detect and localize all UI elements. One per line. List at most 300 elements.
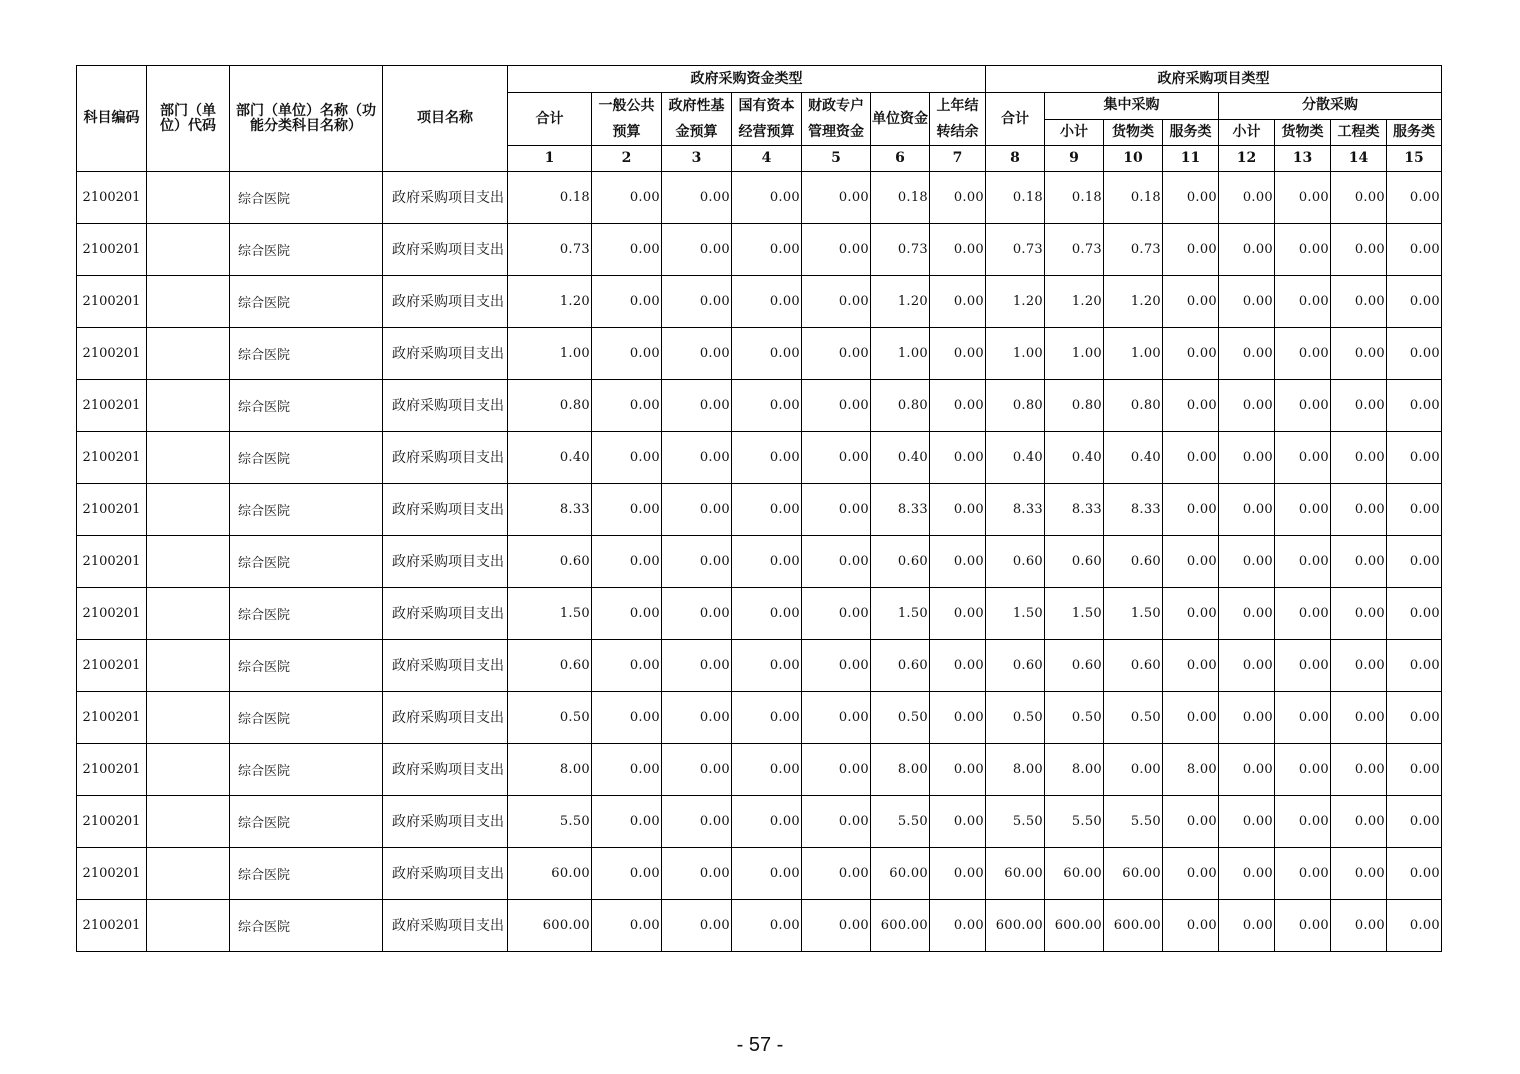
value-cell: 0.40 — [1045, 432, 1104, 484]
column-number: 10 — [1104, 146, 1163, 172]
column-number: 15 — [1387, 146, 1442, 172]
table-header — [77, 66, 1442, 172]
value-cell: 0.60 — [986, 536, 1045, 588]
column-number: 13 — [1275, 146, 1331, 172]
value-cell: 0.00 — [1387, 172, 1442, 224]
value-cell: 0.80 — [1045, 380, 1104, 432]
value-cell: 0.00 — [1331, 588, 1387, 640]
value-cell: 8.00 — [1163, 744, 1219, 796]
value-cell: 0.00 — [930, 328, 986, 380]
value-cell: 0.00 — [802, 744, 871, 796]
value-cell: 0.00 — [1219, 380, 1275, 432]
value-cell: 0.00 — [592, 744, 662, 796]
value-cell: 0.00 — [662, 484, 732, 536]
value-cell: 0.00 — [1219, 328, 1275, 380]
value-cell: 0.40 — [986, 432, 1045, 484]
dept-code-cell — [147, 276, 230, 328]
value-cell: 0.00 — [1387, 692, 1442, 744]
project-name-text: 政府采购项目支出 — [392, 397, 504, 414]
dept-code-cell — [147, 588, 230, 640]
value-cell: 0.00 — [662, 172, 732, 224]
header-c-goods: 货物类 — [1104, 119, 1163, 146]
project-name-text: 政府采购项目支出 — [392, 917, 504, 934]
value-cell: 0.00 — [1219, 172, 1275, 224]
header-d-services: 服务类 — [1387, 119, 1442, 146]
value-cell: 0.00 — [592, 432, 662, 484]
dept-code-cell — [147, 848, 230, 900]
value-cell: 0.00 — [592, 172, 662, 224]
page-number: - 57 - — [736, 1034, 784, 1056]
value-cell: 0.00 — [1387, 380, 1442, 432]
dept-code-cell — [147, 484, 230, 536]
value-cell: 600.00 — [508, 900, 592, 952]
value-cell: 0.00 — [930, 484, 986, 536]
value-cell: 0.00 — [1387, 744, 1442, 796]
value-cell: 0.00 — [1387, 432, 1442, 484]
value-cell: 0.40 — [871, 432, 930, 484]
project-name-cell — [383, 744, 508, 796]
value-cell: 0.00 — [1163, 796, 1219, 848]
value-cell: 0.00 — [1275, 380, 1331, 432]
value-cell: 0.60 — [508, 640, 592, 692]
value-cell: 0.00 — [930, 900, 986, 952]
value-cell: 1.50 — [1104, 588, 1163, 640]
value-cell: 0.00 — [1387, 484, 1442, 536]
value-cell: 0.00 — [802, 796, 871, 848]
header-carryover: 上年结转结余 — [930, 93, 986, 146]
value-cell: 1.00 — [1104, 328, 1163, 380]
dept-name-cell: 综合医院 — [230, 640, 383, 692]
header-general-budget: 一般公共预算 — [592, 93, 662, 146]
value-cell: 60.00 — [986, 848, 1045, 900]
column-number: 11 — [1163, 146, 1219, 172]
value-cell: 60.00 — [871, 848, 930, 900]
value-cell: 0.73 — [1045, 224, 1104, 276]
value-cell: 0.18 — [508, 172, 592, 224]
column-number: 4 — [732, 146, 802, 172]
column-number: 2 — [592, 146, 662, 172]
project-name-cell — [383, 328, 508, 380]
value-cell: 0.00 — [1219, 744, 1275, 796]
value-cell: 0.00 — [662, 640, 732, 692]
table-row — [77, 692, 1442, 744]
value-cell: 0.00 — [1331, 848, 1387, 900]
value-cell: 0.00 — [662, 588, 732, 640]
dept-name-cell: 综合医院 — [230, 380, 383, 432]
value-cell: 5.50 — [1045, 796, 1104, 848]
value-cell: 0.00 — [592, 588, 662, 640]
project-name-text: 政府采购项目支出 — [392, 293, 504, 310]
value-cell: 8.33 — [871, 484, 930, 536]
value-cell: 0.00 — [1163, 432, 1219, 484]
value-cell: 0.60 — [1104, 640, 1163, 692]
project-name-cell — [383, 900, 508, 952]
value-cell: 0.73 — [508, 224, 592, 276]
dept-name-cell: 综合医院 — [230, 900, 383, 952]
header-project-name: 项目名称 — [383, 66, 508, 172]
value-cell: 0.00 — [1219, 796, 1275, 848]
value-cell: 0.00 — [1275, 900, 1331, 952]
value-cell: 600.00 — [1104, 900, 1163, 952]
value-cell: 0.00 — [930, 796, 986, 848]
value-cell: 0.00 — [592, 692, 662, 744]
value-cell: 0.00 — [1331, 328, 1387, 380]
value-cell: 0.00 — [1331, 796, 1387, 848]
value-cell: 0.80 — [871, 380, 930, 432]
value-cell: 0.00 — [930, 744, 986, 796]
dept-name-cell: 综合医院 — [230, 692, 383, 744]
value-cell: 1.50 — [986, 588, 1045, 640]
value-cell: 0.00 — [1275, 848, 1331, 900]
value-cell: 0.00 — [1163, 380, 1219, 432]
value-cell: 60.00 — [508, 848, 592, 900]
subject-code-cell: 2100201 — [77, 900, 147, 952]
value-cell: 5.50 — [508, 796, 592, 848]
subject-code-cell: 2100201 — [77, 796, 147, 848]
value-cell: 0.00 — [930, 692, 986, 744]
value-cell: 0.00 — [1387, 536, 1442, 588]
value-cell: 0.00 — [1387, 328, 1442, 380]
table-row — [77, 848, 1442, 900]
header-decentralized: 分散采购 — [1219, 93, 1442, 120]
value-cell: 0.00 — [930, 276, 986, 328]
value-cell: 0.00 — [1275, 276, 1331, 328]
value-cell: 1.20 — [508, 276, 592, 328]
subject-code-cell: 2100201 — [77, 328, 147, 380]
value-cell: 0.00 — [1387, 900, 1442, 952]
project-name-cell — [383, 276, 508, 328]
value-cell: 0.50 — [986, 692, 1045, 744]
dept-name-cell: 综合医院 — [230, 276, 383, 328]
value-cell: 8.33 — [1104, 484, 1163, 536]
subject-code-cell: 2100201 — [77, 380, 147, 432]
value-cell: 0.00 — [662, 380, 732, 432]
value-cell: 0.00 — [1275, 640, 1331, 692]
value-cell: 0.00 — [592, 380, 662, 432]
header-dept-name: 部门（单位）名称（功能分类科目名称） — [230, 66, 383, 172]
project-name-cell — [383, 536, 508, 588]
table-row — [77, 744, 1442, 796]
header-unit-fund: 单位资金 — [871, 93, 930, 146]
dept-name-cell: 综合医院 — [230, 484, 383, 536]
value-cell: 0.00 — [802, 328, 871, 380]
value-cell: 0.40 — [508, 432, 592, 484]
dept-name-cell: 综合医院 — [230, 432, 383, 484]
project-name-text: 政府采购项目支出 — [392, 553, 504, 570]
value-cell: 600.00 — [1045, 900, 1104, 952]
dept-code-cell — [147, 640, 230, 692]
value-cell: 0.00 — [1331, 692, 1387, 744]
project-name-text: 政府采购项目支出 — [392, 449, 504, 466]
value-cell: 0.00 — [1219, 848, 1275, 900]
project-name-text: 政府采购项目支出 — [392, 501, 504, 518]
value-cell: 0.00 — [732, 692, 802, 744]
value-cell: 0.60 — [871, 536, 930, 588]
value-cell: 0.60 — [1045, 536, 1104, 588]
value-cell: 0.00 — [592, 796, 662, 848]
value-cell: 0.00 — [1163, 900, 1219, 952]
value-cell: 0.00 — [732, 536, 802, 588]
value-cell: 0.00 — [662, 224, 732, 276]
table-row — [77, 276, 1442, 328]
dept-code-cell — [147, 796, 230, 848]
project-name-text: 政府采购项目支出 — [392, 709, 504, 726]
value-cell: 0.00 — [732, 588, 802, 640]
value-cell: 0.00 — [592, 536, 662, 588]
value-cell: 0.00 — [802, 640, 871, 692]
dept-code-cell — [147, 536, 230, 588]
project-name-text: 政府采购项目支出 — [392, 345, 504, 362]
value-cell: 60.00 — [1104, 848, 1163, 900]
dept-name-cell: 综合医院 — [230, 744, 383, 796]
project-name-text: 政府采购项目支出 — [392, 865, 504, 882]
value-cell: 0.18 — [1045, 172, 1104, 224]
value-cell: 0.18 — [986, 172, 1045, 224]
value-cell: 0.00 — [1275, 432, 1331, 484]
project-name-cell — [383, 848, 508, 900]
subject-code-cell: 2100201 — [77, 744, 147, 796]
dept-name-cell: 综合医院 — [230, 224, 383, 276]
value-cell: 0.00 — [1163, 172, 1219, 224]
dept-code-cell — [147, 900, 230, 952]
value-cell: 0.00 — [1275, 328, 1331, 380]
subject-code-cell: 2100201 — [77, 432, 147, 484]
value-cell: 0.00 — [1163, 328, 1219, 380]
dept-code-cell — [147, 432, 230, 484]
project-name-cell — [383, 640, 508, 692]
column-number: 5 — [802, 146, 871, 172]
value-cell: 0.00 — [592, 484, 662, 536]
header-gov-fund-budget: 政府性基金预算 — [662, 93, 732, 146]
value-cell: 0.00 — [802, 848, 871, 900]
subject-code-cell: 2100201 — [77, 640, 147, 692]
value-cell: 0.00 — [802, 380, 871, 432]
value-cell: 0.00 — [662, 328, 732, 380]
value-cell: 0.00 — [592, 848, 662, 900]
value-cell: 0.50 — [871, 692, 930, 744]
table-row — [77, 380, 1442, 432]
table-row — [77, 900, 1442, 952]
value-cell: 0.00 — [1387, 276, 1442, 328]
project-name-text: 政府采购项目支出 — [392, 813, 504, 830]
value-cell: 0.00 — [1219, 640, 1275, 692]
value-cell: 8.00 — [871, 744, 930, 796]
value-cell: 8.00 — [508, 744, 592, 796]
value-cell: 0.00 — [930, 172, 986, 224]
subject-code-cell: 2100201 — [77, 224, 147, 276]
value-cell: 0.00 — [1331, 744, 1387, 796]
value-cell: 0.00 — [1331, 172, 1387, 224]
value-cell: 0.00 — [1331, 900, 1387, 952]
value-cell: 0.00 — [732, 900, 802, 952]
header-d-subtotal: 小计 — [1219, 119, 1275, 146]
value-cell: 0.00 — [732, 848, 802, 900]
value-cell: 0.00 — [732, 640, 802, 692]
column-number: 8 — [986, 146, 1045, 172]
header-subject-code: 科目编码 — [77, 66, 147, 172]
value-cell: 0.00 — [802, 536, 871, 588]
value-cell: 0.80 — [1104, 380, 1163, 432]
dept-name-cell: 综合医院 — [230, 172, 383, 224]
value-cell: 0.00 — [1331, 484, 1387, 536]
value-cell: 0.00 — [802, 224, 871, 276]
subject-code-cell: 2100201 — [77, 588, 147, 640]
value-cell: 0.00 — [1163, 484, 1219, 536]
table-row — [77, 224, 1442, 276]
dept-code-cell — [147, 328, 230, 380]
column-number: 7 — [930, 146, 986, 172]
table-body — [77, 172, 1442, 952]
value-cell: 0.00 — [930, 848, 986, 900]
value-cell: 0.00 — [802, 484, 871, 536]
value-cell: 8.00 — [1045, 744, 1104, 796]
dept-code-cell — [147, 172, 230, 224]
column-number: 6 — [871, 146, 930, 172]
column-number: 1 — [508, 146, 592, 172]
header-d-goods: 货物类 — [1275, 119, 1331, 146]
value-cell: 0.00 — [1163, 224, 1219, 276]
value-cell: 0.00 — [802, 588, 871, 640]
value-cell: 0.00 — [1387, 848, 1442, 900]
value-cell: 0.00 — [732, 276, 802, 328]
value-cell: 0.00 — [1387, 640, 1442, 692]
value-cell: 0.80 — [508, 380, 592, 432]
dept-code-cell — [147, 380, 230, 432]
value-cell: 0.00 — [732, 484, 802, 536]
column-number: 3 — [662, 146, 732, 172]
value-cell: 0.18 — [871, 172, 930, 224]
dept-name-cell: 综合医院 — [230, 848, 383, 900]
value-cell: 0.00 — [732, 380, 802, 432]
value-cell: 0.00 — [592, 276, 662, 328]
value-cell: 0.00 — [662, 432, 732, 484]
header-fund-total: 合计 — [508, 93, 592, 146]
value-cell: 0.00 — [1331, 536, 1387, 588]
value-cell: 0.00 — [930, 536, 986, 588]
value-cell: 0.00 — [1219, 692, 1275, 744]
value-cell: 1.20 — [871, 276, 930, 328]
header-d-works: 工程类 — [1331, 119, 1387, 146]
table-row — [77, 640, 1442, 692]
value-cell: 0.50 — [1104, 692, 1163, 744]
header-project-type-group: 政府采购项目类型 — [986, 66, 1442, 93]
value-cell: 5.50 — [986, 796, 1045, 848]
dept-name-cell: 综合医院 — [230, 588, 383, 640]
value-cell: 0.00 — [592, 900, 662, 952]
value-cell: 0.00 — [1275, 744, 1331, 796]
value-cell: 0.00 — [732, 172, 802, 224]
value-cell: 0.00 — [1331, 380, 1387, 432]
subject-code-cell: 2100201 — [77, 692, 147, 744]
value-cell: 1.00 — [1045, 328, 1104, 380]
value-cell: 0.00 — [662, 848, 732, 900]
header-fund-type-group: 政府采购资金类型 — [508, 66, 986, 93]
value-cell: 0.00 — [1331, 276, 1387, 328]
value-cell: 0.00 — [1104, 744, 1163, 796]
value-cell: 0.60 — [871, 640, 930, 692]
value-cell: 0.50 — [508, 692, 592, 744]
table-row — [77, 172, 1442, 224]
value-cell: 0.00 — [1275, 692, 1331, 744]
value-cell: 0.18 — [1104, 172, 1163, 224]
header-c-subtotal: 小计 — [1045, 119, 1104, 146]
value-cell: 0.60 — [1045, 640, 1104, 692]
value-cell: 1.50 — [508, 588, 592, 640]
table-row — [77, 536, 1442, 588]
value-cell: 60.00 — [1045, 848, 1104, 900]
value-cell: 0.00 — [1275, 224, 1331, 276]
subject-code-cell: 2100201 — [77, 172, 147, 224]
value-cell: 8.33 — [986, 484, 1045, 536]
table-row — [77, 432, 1442, 484]
value-cell: 0.00 — [1163, 588, 1219, 640]
value-cell: 0.73 — [1104, 224, 1163, 276]
header-state-capital-budget: 国有资本经营预算 — [732, 93, 802, 146]
value-cell: 0.73 — [871, 224, 930, 276]
value-cell: 0.00 — [930, 432, 986, 484]
value-cell: 0.00 — [662, 536, 732, 588]
project-name-cell — [383, 224, 508, 276]
value-cell: 0.00 — [802, 172, 871, 224]
table-row — [77, 484, 1442, 536]
header-type-total: 合计 — [986, 93, 1045, 146]
project-name-cell — [383, 692, 508, 744]
value-cell: 0.00 — [1219, 900, 1275, 952]
value-cell: 0.00 — [1163, 692, 1219, 744]
value-cell: 0.60 — [1104, 536, 1163, 588]
value-cell: 5.50 — [871, 796, 930, 848]
dept-name-cell: 综合医院 — [230, 328, 383, 380]
value-cell: 1.00 — [871, 328, 930, 380]
value-cell: 0.00 — [1331, 640, 1387, 692]
value-cell: 0.60 — [986, 640, 1045, 692]
value-cell: 0.00 — [1219, 432, 1275, 484]
value-cell: 0.00 — [732, 432, 802, 484]
value-cell: 1.20 — [986, 276, 1045, 328]
value-cell: 0.00 — [930, 640, 986, 692]
subject-code-cell: 2100201 — [77, 484, 147, 536]
value-cell: 0.00 — [1275, 588, 1331, 640]
value-cell: 0.00 — [1219, 484, 1275, 536]
column-number: 14 — [1331, 146, 1387, 172]
value-cell: 0.00 — [592, 328, 662, 380]
value-cell: 0.00 — [802, 432, 871, 484]
value-cell: 0.00 — [1219, 224, 1275, 276]
value-cell: 0.00 — [1387, 224, 1442, 276]
table-row — [77, 796, 1442, 848]
value-cell: 0.00 — [1331, 224, 1387, 276]
value-cell: 0.00 — [1275, 536, 1331, 588]
value-cell: 0.00 — [802, 900, 871, 952]
project-name-text: 政府采购项目支出 — [392, 657, 504, 674]
table-row — [77, 588, 1442, 640]
value-cell: 1.20 — [1045, 276, 1104, 328]
value-cell: 0.00 — [1275, 796, 1331, 848]
value-cell: 600.00 — [871, 900, 930, 952]
value-cell: 0.00 — [1219, 588, 1275, 640]
value-cell: 8.33 — [508, 484, 592, 536]
value-cell: 0.00 — [802, 692, 871, 744]
value-cell: 0.60 — [508, 536, 592, 588]
value-cell: 0.00 — [732, 328, 802, 380]
value-cell: 8.00 — [986, 744, 1045, 796]
value-cell: 0.00 — [592, 640, 662, 692]
value-cell: 0.00 — [732, 744, 802, 796]
project-name-text: 政府采购项目支出 — [392, 761, 504, 778]
value-cell: 1.50 — [871, 588, 930, 640]
project-name-cell — [383, 380, 508, 432]
value-cell: 0.00 — [1331, 432, 1387, 484]
